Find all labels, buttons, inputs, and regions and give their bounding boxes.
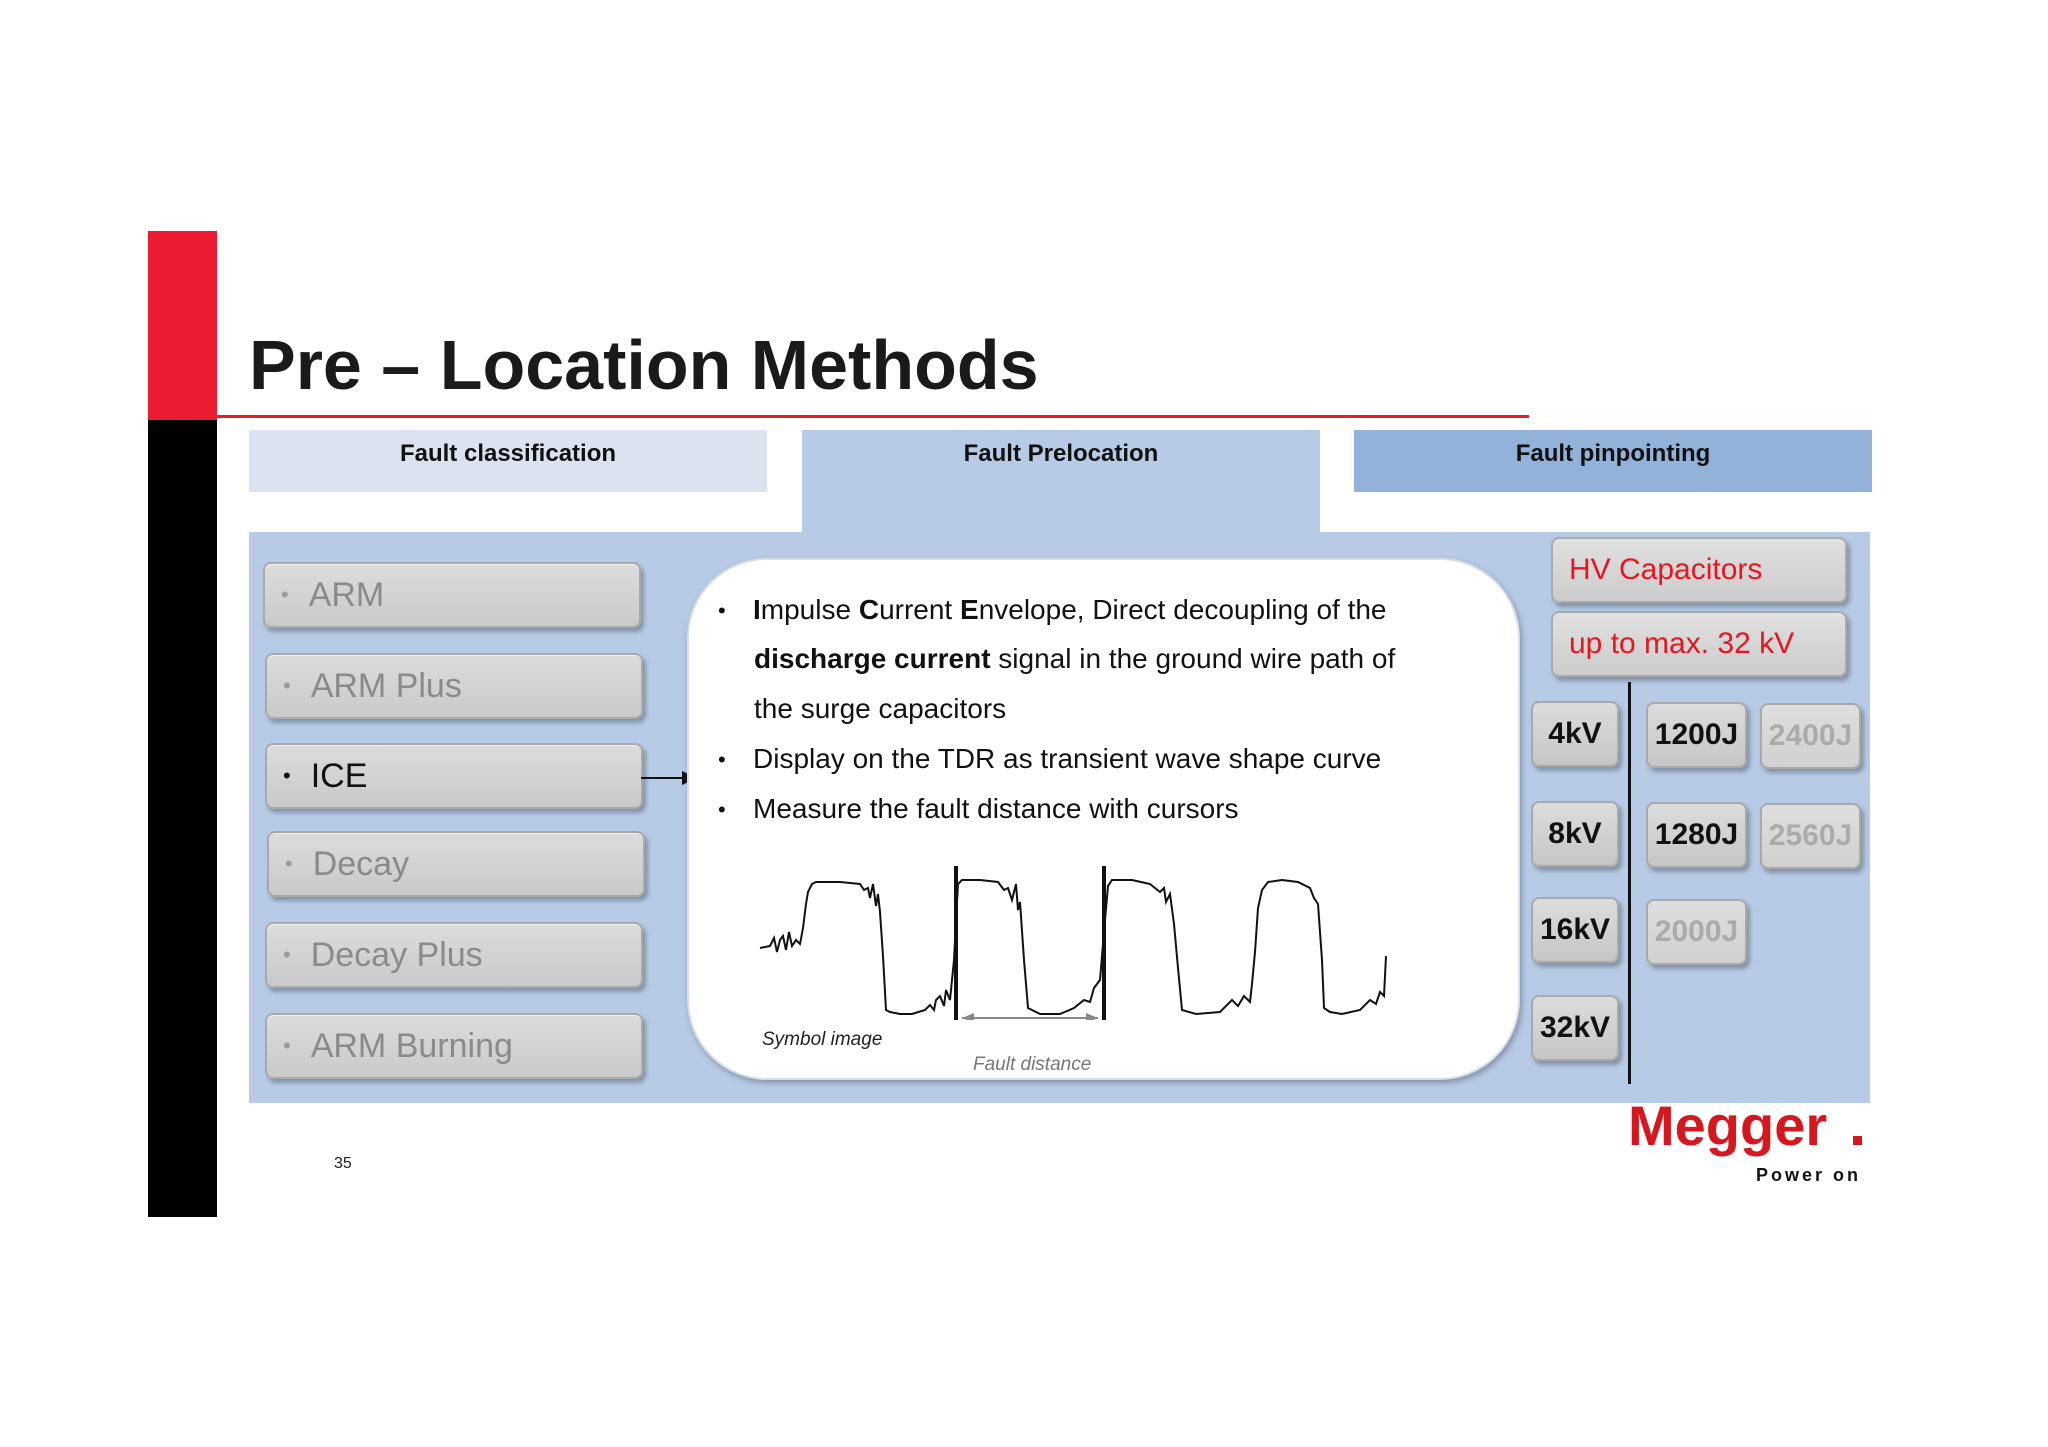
- energy-button-2560j[interactable]: 2560J: [1760, 803, 1861, 869]
- method-button-ice[interactable]: [265, 743, 643, 809]
- voltage-button-4kv[interactable]: 4kV: [1531, 701, 1619, 767]
- hv-capacitors-box: HV Capacitors: [1551, 537, 1847, 603]
- info-bullet-3: Measure the fault distance with cursors: [753, 793, 1239, 824]
- voltage-button-16kv[interactable]: 16kV: [1531, 897, 1619, 963]
- title-underline: [217, 415, 1529, 418]
- voltage-energy-divider: [1628, 682, 1631, 1084]
- hv-max-voltage-box: up to max. 32 kV: [1551, 611, 1847, 677]
- voltage-button-32kv[interactable]: 32kV: [1531, 995, 1619, 1061]
- tab-fault-classification[interactable]: Fault classification: [249, 430, 767, 492]
- bullet: •: [283, 673, 291, 698]
- tab-fault-pinpointing[interactable]: Fault pinpointing: [1354, 430, 1872, 492]
- bullet: •: [718, 797, 726, 822]
- bullet: •: [718, 747, 726, 772]
- voltage-button-8kv[interactable]: 8kV: [1531, 801, 1619, 867]
- method-label: ICE: [310, 756, 368, 795]
- megger-logo: Megger: [1628, 1094, 1828, 1157]
- method-button-decay-plus[interactable]: [265, 922, 643, 988]
- info-bullet-1-line-1: Impulse Current Envelope, Direct decoupling of the: [753, 594, 1387, 625]
- waveform-symbol-image: [750, 860, 1410, 1020]
- method-button-arm-plus[interactable]: [265, 653, 643, 719]
- bullet: •: [283, 942, 291, 967]
- method-button-decay[interactable]: [267, 831, 645, 897]
- energy-button-2400j[interactable]: 2400J: [1760, 703, 1861, 769]
- energy-button-1200j[interactable]: 1200J: [1646, 702, 1747, 768]
- page-number: 35: [334, 1155, 352, 1172]
- page-title: Pre – Location Methods: [249, 326, 1039, 404]
- bullet: •: [283, 1033, 291, 1058]
- tab-fault-prelocation[interactable]: Fault Prelocation: [802, 430, 1320, 532]
- info-bullet-1-line-2: discharge current signal in the ground wire path of: [754, 643, 1396, 674]
- fault-distance-caption: Fault distance: [973, 1054, 1092, 1075]
- method-label: ARM Plus: [310, 666, 462, 705]
- bullet: •: [281, 582, 289, 607]
- logo-dot-icon: [1853, 1136, 1862, 1145]
- method-label: ARM Burning: [310, 1026, 513, 1065]
- pointer-arrow-line: [641, 777, 685, 779]
- bullet: •: [283, 763, 291, 788]
- side-bar-black: [148, 420, 217, 1217]
- bullet: •: [718, 598, 726, 623]
- logo-tagline: Power on: [1756, 1165, 1862, 1185]
- side-bar-red: [148, 231, 217, 420]
- method-label: ARM: [308, 575, 385, 614]
- energy-button-1280j[interactable]: 1280J: [1646, 802, 1747, 868]
- info-bullet-2: Display on the TDR as transient wave shape curve: [753, 743, 1382, 774]
- info-bullet-1-line-3: the surge capacitors: [754, 693, 1007, 724]
- bullet: •: [285, 851, 293, 876]
- method-button-arm-burning[interactable]: [265, 1013, 643, 1079]
- energy-button-2000j[interactable]: 2000J: [1646, 899, 1747, 965]
- symbol-image-caption: Symbol image: [762, 1029, 883, 1050]
- method-label: Decay Plus: [310, 935, 483, 974]
- method-label: Decay: [312, 844, 410, 883]
- method-button-arm[interactable]: [263, 562, 641, 628]
